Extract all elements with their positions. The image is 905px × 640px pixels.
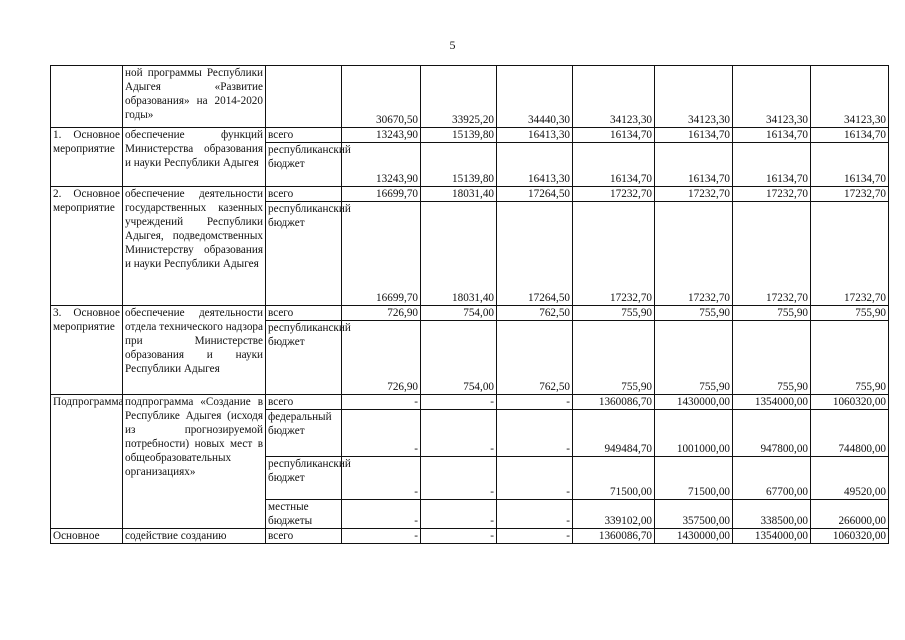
amount-cell: 16134,70 [811, 143, 889, 187]
activity-type-cell: 2. Основное мероприятие [51, 187, 123, 306]
funding-source-cell: всего [266, 187, 342, 202]
amount-cell: 17232,70 [733, 202, 811, 306]
amount-cell: 338500,00 [733, 500, 811, 529]
amount-cell: 755,90 [655, 306, 733, 321]
amount-cell: - [497, 457, 573, 500]
activity-description-cell: обеспечение функций Министерства образования и науки Республики Адыгея [123, 128, 266, 187]
amount-cell: 949484,70 [573, 410, 655, 457]
funding-source-cell: всего [266, 306, 342, 321]
amount-cell: 71500,00 [655, 457, 733, 500]
funding-source-cell: местные бюджеты [266, 500, 342, 529]
funding-source-cell: всего [266, 128, 342, 143]
amount-cell: 1430000,00 [655, 395, 733, 410]
amount-cell: 1430000,00 [655, 529, 733, 544]
activity-type-cell: Подпрограмма [51, 395, 123, 529]
amount-cell: 71500,00 [573, 457, 655, 500]
amount-cell: 726,90 [342, 321, 421, 395]
amount-cell: 67700,00 [733, 457, 811, 500]
amount-cell: 1001000,00 [655, 410, 733, 457]
amount-cell: 755,90 [573, 306, 655, 321]
amount-cell: 16413,30 [497, 143, 573, 187]
amount-cell: 947800,00 [733, 410, 811, 457]
amount-cell: 755,90 [573, 321, 655, 395]
amount-cell: 17232,70 [733, 187, 811, 202]
amount-cell: 49520,00 [811, 457, 889, 500]
amount-cell: 16699,70 [342, 187, 421, 202]
amount-cell: 1360086,70 [573, 395, 655, 410]
amount-cell: - [497, 410, 573, 457]
amount-cell: - [421, 500, 497, 529]
table-row [51, 128, 889, 143]
amount-cell: 1360086,70 [573, 529, 655, 544]
amount-cell: 13243,90 [342, 143, 421, 187]
amount-cell: 1060320,00 [811, 395, 889, 410]
amount-cell: 17232,70 [811, 202, 889, 306]
amount-cell: 34123,30 [655, 66, 733, 128]
amount-cell: 15139,80 [421, 128, 497, 143]
funding-source-cell: федеральный бюджет [266, 410, 342, 457]
amount-cell: 16134,70 [811, 128, 889, 143]
funding-source-cell: всего [266, 395, 342, 410]
funding-source-cell: республиканский бюджет [266, 143, 342, 187]
amount-cell: 34123,30 [573, 66, 655, 128]
amount-cell: 755,90 [733, 321, 811, 395]
activity-description-cell: обеспечение деятельности государственных казенных учреждений Республики Адыгея, подведомственных Министерству образования и науки Республики Адыгея [123, 187, 266, 306]
amount-cell: - [342, 457, 421, 500]
amount-cell: 17232,70 [573, 187, 655, 202]
amount-cell: 16134,70 [733, 128, 811, 143]
funding-source-cell: республиканский бюджет [266, 457, 342, 500]
amount-cell: 762,50 [497, 321, 573, 395]
amount-cell: - [342, 500, 421, 529]
funding-source-cell: всего [266, 529, 342, 544]
page-number: 5 [449, 38, 456, 52]
funding-source-cell: республиканский бюджет [266, 202, 342, 306]
amount-cell: 754,00 [421, 321, 497, 395]
amount-cell: - [421, 395, 497, 410]
amount-cell: 17232,70 [655, 202, 733, 306]
activity-type-cell: 3. Основное мероприятие [51, 306, 123, 395]
amount-cell: 266000,00 [811, 500, 889, 529]
amount-cell: 755,90 [811, 306, 889, 321]
amount-cell: 16134,70 [655, 128, 733, 143]
activity-description-cell: обеспечение деятельности отдела технического надзора при Министерстве образования и науки Республики Адыгея [123, 306, 266, 395]
amount-cell: - [497, 529, 573, 544]
amount-cell: 15139,80 [421, 143, 497, 187]
funding-source-cell: республиканский бюджет [266, 321, 342, 395]
amount-cell: - [342, 395, 421, 410]
amount-cell: 34440,30 [497, 66, 573, 128]
amount-cell: 17232,70 [655, 187, 733, 202]
amount-cell: 762,50 [497, 306, 573, 321]
amount-cell: 339102,00 [573, 500, 655, 529]
amount-cell: 18031,40 [421, 202, 497, 306]
amount-cell: 33925,20 [421, 66, 497, 128]
amount-cell: 34123,30 [811, 66, 889, 128]
table-row [51, 529, 889, 544]
amount-cell: 16134,70 [733, 143, 811, 187]
amount-cell: 1060320,00 [811, 529, 889, 544]
activity-type-cell: 1. Основное мероприятие [51, 128, 123, 187]
amount-cell: - [421, 529, 497, 544]
table-row [51, 66, 889, 128]
funding-source-cell [266, 66, 342, 128]
activity-description-cell: подпрограмма «Создание в Республике Адыгея (исходя из прогнозируемой потребности) новых мест в общеобразовательных организациях» [123, 395, 266, 529]
amount-cell: 16134,70 [573, 128, 655, 143]
amount-cell: 17264,50 [497, 187, 573, 202]
activity-type-cell [51, 66, 123, 128]
amount-cell: 754,00 [421, 306, 497, 321]
amount-cell: - [342, 410, 421, 457]
amount-cell: - [497, 500, 573, 529]
amount-cell: 30670,50 [342, 66, 421, 128]
amount-cell: 16413,30 [497, 128, 573, 143]
amount-cell: 17264,50 [497, 202, 573, 306]
budget-table [50, 65, 889, 544]
amount-cell: 1354000,00 [733, 395, 811, 410]
activity-description-cell: ной программы Республики Адыгея «Развитие образования» на 2014-2020 годы» [123, 66, 266, 128]
amount-cell: 13243,90 [342, 128, 421, 143]
amount-cell: 16699,70 [342, 202, 421, 306]
amount-cell: - [342, 529, 421, 544]
amount-cell: 34123,30 [733, 66, 811, 128]
activity-description-cell: содействие созданию [123, 529, 266, 544]
amount-cell: - [421, 410, 497, 457]
amount-cell: 18031,40 [421, 187, 497, 202]
amount-cell: 755,90 [655, 321, 733, 395]
amount-cell: 16134,70 [573, 143, 655, 187]
table-row [51, 395, 889, 410]
amount-cell: - [421, 457, 497, 500]
table-row [51, 306, 889, 321]
amount-cell: - [497, 395, 573, 410]
amount-cell: 1354000,00 [733, 529, 811, 544]
amount-cell: 755,90 [733, 306, 811, 321]
amount-cell: 726,90 [342, 306, 421, 321]
table-row [51, 187, 889, 202]
amount-cell: 357500,00 [655, 500, 733, 529]
amount-cell: 17232,70 [811, 187, 889, 202]
amount-cell: 16134,70 [655, 143, 733, 187]
amount-cell: 744800,00 [811, 410, 889, 457]
amount-cell: 755,90 [811, 321, 889, 395]
amount-cell: 17232,70 [573, 202, 655, 306]
activity-type-cell: Основное [51, 529, 123, 544]
